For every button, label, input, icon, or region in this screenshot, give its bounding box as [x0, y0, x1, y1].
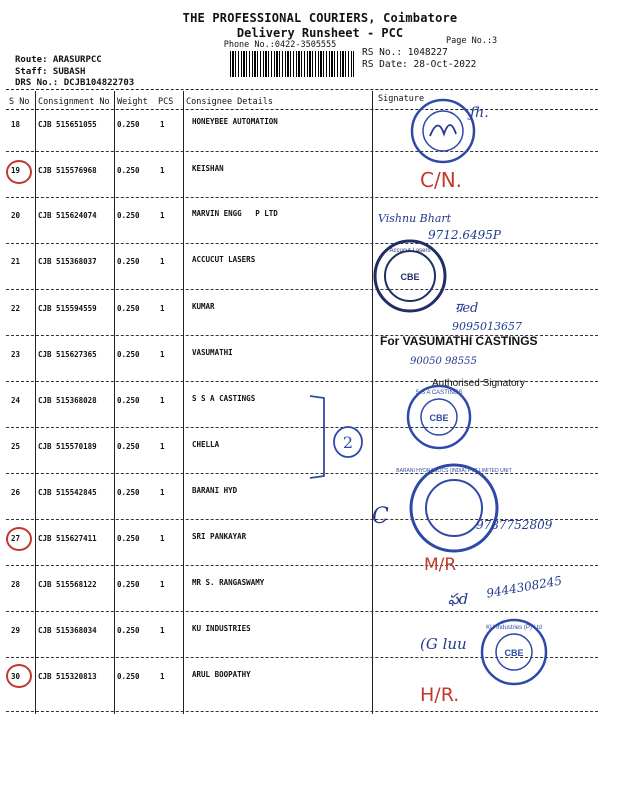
row-sno: 23	[11, 350, 21, 359]
row-weight: 0.250	[117, 211, 140, 220]
col-weight: Weight	[117, 97, 148, 107]
handwritten-phone: 9095013657	[452, 320, 522, 333]
ssa-castings-stamp	[404, 382, 474, 452]
circled-number: 2	[342, 433, 354, 452]
row-weight: 0.250	[117, 350, 140, 359]
document-title: Delivery Runsheet - PCC	[236, 26, 404, 40]
row-consignment: CJB 515570189	[38, 442, 97, 451]
row-consignee: KU INDUSTRIES	[192, 624, 251, 633]
stamp-text: Accucut Lasers	[389, 248, 431, 254]
row-consignee: ARUL BOOPATHY	[192, 670, 251, 679]
row-divider	[6, 151, 598, 152]
column-rule	[372, 91, 373, 714]
row-pcs: 1	[160, 442, 165, 451]
row-consignee: MARVIN ENGG P LTD	[192, 209, 278, 218]
row-consignment: CJB 515542845	[38, 488, 97, 497]
column-rule	[183, 91, 184, 714]
cn-remark: C/N.	[420, 168, 463, 192]
stamp-text: BARANI HYDRAULICS (INDIA) PVT LIMITED UNIT	[396, 468, 512, 474]
row-sno: 30	[11, 672, 21, 681]
row-pcs: 1	[160, 257, 165, 266]
stamp-city: CBE	[429, 413, 449, 423]
handwritten-phone: 9444308245	[485, 573, 563, 601]
row-sno: 24	[11, 396, 21, 405]
row-consignee: MR S. RANGASWAMY	[192, 578, 265, 587]
row-pcs: 1	[160, 350, 165, 359]
row-sno: 29	[11, 626, 21, 635]
page-number: Page No.:3	[446, 36, 498, 46]
row-pcs: 1	[160, 534, 165, 543]
row-consignment: CJB 515368028	[38, 396, 97, 405]
row-divider	[6, 611, 598, 612]
row-pcs: 1	[160, 166, 165, 175]
row-pcs: 1	[160, 396, 165, 405]
circle-mark	[6, 527, 32, 551]
row-consignment: CJB 515568122	[38, 580, 97, 589]
col-pcs: PCS	[158, 97, 174, 107]
row-consignment: CJB 515624074	[38, 211, 97, 220]
row-pcs: 1	[160, 488, 165, 497]
row-sno: 25	[11, 442, 21, 451]
handwritten-phone: 9787752809	[476, 518, 553, 532]
row-weight: 0.250	[117, 257, 140, 266]
signature-scribble: ఫd	[448, 590, 469, 608]
handwritten-phone: 9712.6495P	[428, 228, 501, 242]
stamp-text: KU Industries (P) Ltd	[486, 625, 542, 631]
signature-scribble: C	[372, 504, 389, 529]
stamp-city: CBE	[400, 272, 420, 282]
row-sno: 28	[11, 580, 21, 589]
row-consignee: S S A CASTINGS	[192, 394, 256, 403]
stamp-city: CBE	[504, 648, 524, 658]
rs-date: RS Date: 28-Oct-2022	[362, 59, 477, 70]
signature-scribble: ग्रed	[455, 301, 479, 316]
company-title: THE PROFESSIONAL COURIERS, Coimbatore	[182, 11, 458, 25]
circle-mark	[6, 664, 32, 688]
row-consignment: CJB 515576968	[38, 166, 97, 175]
row-pcs: 1	[160, 120, 165, 129]
column-header-divider	[6, 109, 598, 110]
row-pcs: 1	[160, 672, 165, 681]
barani-stamp	[396, 458, 512, 558]
row-pcs: 1	[160, 626, 165, 635]
row-weight: 0.250	[117, 580, 140, 589]
row-divider	[6, 243, 598, 244]
row-weight: 0.250	[117, 304, 140, 313]
ku-industries-stamp	[478, 616, 550, 688]
phone-number: Phone No.:0422-3505555	[223, 40, 337, 50]
row-pcs: 1	[160, 580, 165, 589]
row-sno: 21	[11, 257, 21, 266]
row-sno: 27	[11, 534, 21, 543]
col-sno: S No	[9, 97, 30, 107]
row-weight: 0.250	[117, 120, 140, 129]
row-divider	[6, 197, 598, 198]
row-consignee: VASUMATHI	[192, 348, 233, 357]
row-pcs: 1	[160, 211, 165, 220]
row-sno: 19	[11, 166, 21, 175]
row-consignee: KEISHAN	[192, 164, 224, 173]
row-sno: 22	[11, 304, 21, 313]
printed-company-stamp: For VASUMATHI CASTINGS	[380, 334, 538, 348]
row-consignee: SRI PANKAYAR	[192, 532, 247, 541]
row-divider	[6, 289, 598, 290]
row-pcs: 1	[160, 304, 165, 313]
row-weight: 0.250	[117, 396, 140, 405]
barcode-image	[230, 51, 354, 77]
row-consignee: HONEYBEE AUTOMATION	[192, 117, 278, 126]
row-sno: 18	[11, 120, 21, 129]
row-weight: 0.250	[117, 442, 140, 451]
staff-label: Staff: SUBASH	[15, 67, 86, 77]
stamp-text: S S A CASTINGS	[415, 390, 463, 396]
row-weight: 0.250	[117, 488, 140, 497]
row-weight: 0.250	[117, 166, 140, 175]
row-sno: 20	[11, 211, 21, 220]
route-label: Route: ARASURPCC	[15, 55, 102, 65]
row-consignee: KUMAR	[192, 302, 215, 311]
honeybee-stamp	[408, 96, 478, 166]
row-sno: 26	[11, 488, 21, 497]
row-consignment: CJB 515627411	[38, 534, 97, 543]
handwritten-phone: 90050 98555	[410, 356, 477, 367]
col-consignment: Consignment No	[38, 97, 110, 107]
handwritten-name: Vishnu Bhart	[378, 212, 452, 225]
column-rule	[114, 91, 115, 714]
mr-remark: M/R	[424, 555, 457, 575]
rs-number: RS No.: 1048227	[362, 47, 448, 58]
row-weight: 0.250	[117, 534, 140, 543]
circle-mark	[6, 160, 32, 184]
row-consignment: CJB 515320813	[38, 672, 97, 681]
row-consignment: CJB 515368034	[38, 626, 97, 635]
row-divider	[6, 565, 598, 566]
accucut-stamp	[372, 238, 448, 314]
row-consignee: CHELLA	[192, 440, 220, 449]
signature-scribble: (G luu	[420, 635, 467, 653]
authorised-signatory: Authorised Signatory	[432, 378, 525, 389]
row-consignment: CJB 515651055	[38, 120, 97, 129]
col-signature: Signature	[378, 94, 425, 104]
hr-remark: H/R.	[420, 684, 460, 706]
drs-number: DRS No.: DCJB104822703	[15, 78, 135, 88]
row-weight: 0.250	[117, 626, 140, 635]
column-rule	[35, 91, 36, 714]
bracket-mark	[300, 392, 370, 482]
header-divider	[6, 89, 598, 90]
row-divider	[6, 711, 598, 712]
row-consignee: ACCUCUT LASERS	[192, 255, 256, 264]
row-weight: 0.250	[117, 672, 140, 681]
row-consignment: CJB 515368037	[38, 257, 97, 266]
col-consignee: Consignee Details	[186, 97, 273, 107]
row-consignee: BARANI HYD	[192, 486, 238, 495]
signature-scribble: ƒh.	[470, 105, 489, 121]
row-consignment: CJB 515627365	[38, 350, 97, 359]
row-consignment: CJB 515594559	[38, 304, 97, 313]
